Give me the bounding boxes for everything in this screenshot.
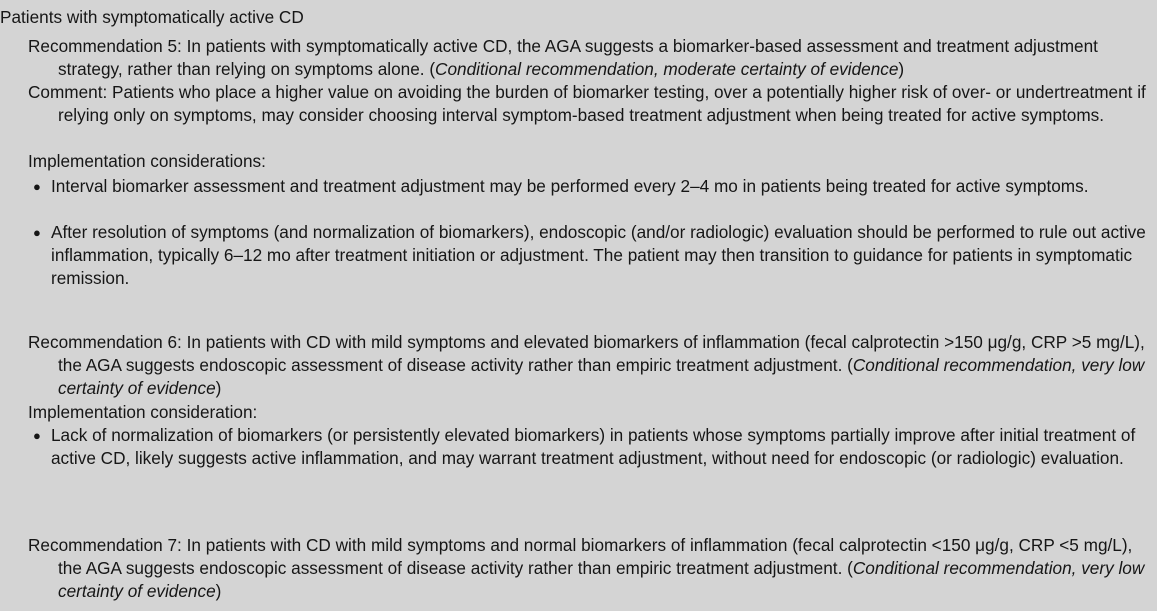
recommendation-6-text: Recommendation 6: In patients with CD with mild symptoms and elevated biomarkers of inflammation (fecal calprotectin >150 μg/g, CRP >5 mg/L), the AGA suggests endoscopic assessment of disease activity rather than empiric treatment adjustment. bbox=[28, 332, 1145, 375]
recommendation-7-text: Recommendation 7: In patients with CD with mild symptoms and normal biomarkers of inflammation (fecal calprotectin <150 μg/g, CRP <5 mg/L), the AGA suggests endoscopic assessment of disease activity rather than empiric treatment adjustment. bbox=[28, 535, 1133, 578]
recommendation-5-strength: Conditional recommendation, moderate certainty of evidence bbox=[435, 59, 899, 79]
section-title: Patients with symptomatically active CD bbox=[0, 7, 304, 27]
recommendation-6: Recommendation 6: In patients with CD with mild symptoms and elevated biomarkers of inflammation (fecal calprotectin >150 μg/g, CRP >5 mg/L), the AGA suggests endoscopic assessment of disease activity rather than empiric treatment adjustment. (Conditional recommendation, very low certainty of evidence) bbox=[28, 332, 1145, 398]
recommendation-7: Recommendation 7: In patients with CD with mild symptoms and normal biomarkers of inflammation (fecal calprotectin <150 μg/g, CRP <5 mg/L), the AGA suggests endoscopic assessment of disease activity rather than empiric treatment adjustment. (Conditional recommendation, very low certainty of evidence) bbox=[28, 535, 1145, 601]
recommendation-5-text: Recommendation 5: In patients with symptomatically active CD, the AGA suggests a biomarker-based assessment and treatment adjustment strategy, rather than relying on symptoms alone. bbox=[28, 36, 1098, 79]
list-item: ● Interval biomarker assessment and treatment adjustment may be performed every 2–4 mo in patients being treated for active symptoms. bbox=[33, 176, 1089, 196]
list-item: ● After resolution of symptoms (and normalization of biomarkers), endoscopic (and/or radiologic) evaluation should be performed to rule out active inflammation, typically 6–12 mo after treatment initiation or adjustment. The patient may then transition to guidance for patients in symptomatic remission. bbox=[33, 222, 1146, 288]
recommendation-5: Recommendation 5: In patients with symptomatically active CD, the AGA suggests a biomarker-based assessment and treatment adjustment strategy, rather than relying on symptoms alone. (Conditional recommendation, moderate certainty of evidence) bbox=[28, 36, 1098, 79]
list-item: ● Lack of normalization of biomarkers (or persistently elevated biomarkers) in patients whose symptoms partially improve after initial treatment of active CD, likely suggests active inflammation, and may warrant treatment adjustment, without need for endoscopic (or radiologic) evaluation. bbox=[33, 425, 1136, 468]
implementation-consideration-label: Implementation consideration: bbox=[28, 402, 258, 422]
bullet-icon: ● bbox=[33, 179, 41, 194]
bullet-icon: ● bbox=[33, 428, 41, 443]
comment: Comment: Patients who place a higher value on avoiding the burden of biomarker testing, over a potentially higher risk of over- or undertreatment if relying only on symptoms, may consider choosing interval symptom-based treatment adjustment when being treated for active symptoms. bbox=[28, 82, 1146, 125]
recommendation-6-strength: Conditional recommendation, very low certainty of evidence bbox=[58, 355, 1145, 398]
recommendation-7-strength: Conditional recommendation, very low certainty of evidence bbox=[58, 558, 1145, 601]
bullet-icon: ● bbox=[33, 225, 41, 240]
implementation-considerations-label: Implementation considerations: bbox=[28, 151, 266, 171]
